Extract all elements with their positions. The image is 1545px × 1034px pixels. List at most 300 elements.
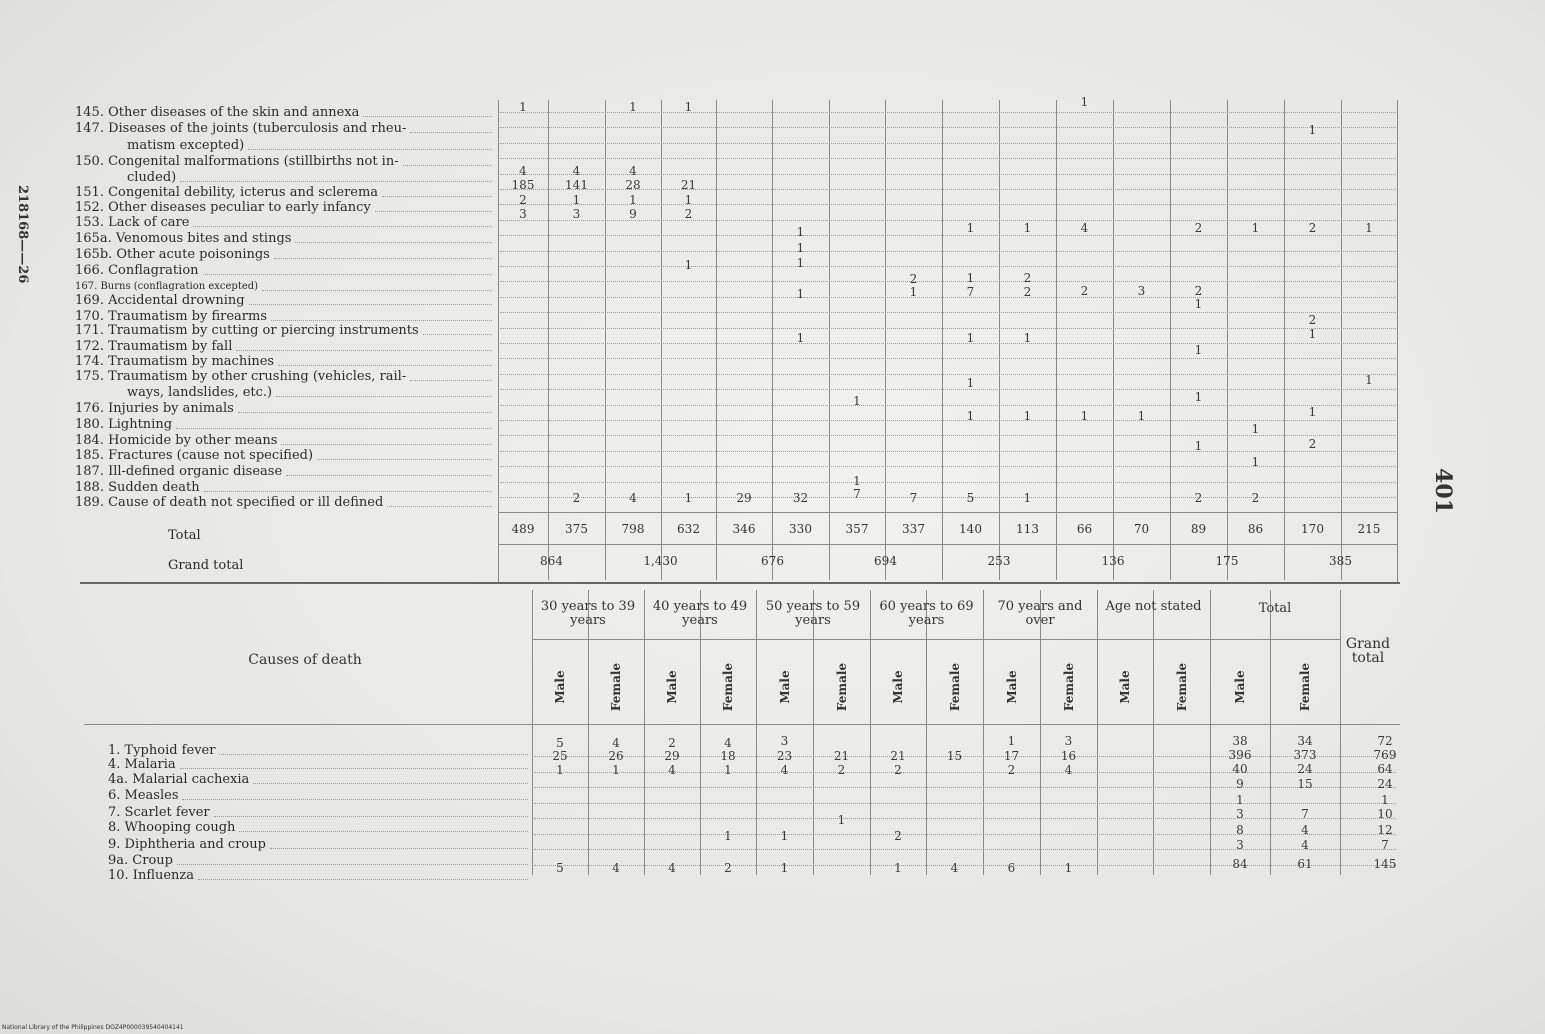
value-cell: 4 <box>1064 763 1073 777</box>
column-rule <box>885 100 886 580</box>
leader-dots <box>387 506 492 507</box>
value-cell: 1 <box>909 285 918 299</box>
value-cell: 1 <box>1137 409 1146 423</box>
female-header: Female <box>834 662 849 712</box>
leader-dots <box>182 799 528 800</box>
grand-total-value: 12 <box>1377 823 1393 837</box>
value-cell: 17 <box>1003 749 1020 763</box>
value-cell: 6 <box>1007 861 1016 875</box>
grand-total-cell: 864 <box>540 554 563 568</box>
leader-dots <box>180 181 492 182</box>
value-cell: 3 <box>780 734 789 748</box>
grand-total-cell: 676 <box>761 554 784 568</box>
value-cell: 84 <box>1232 857 1248 871</box>
value-cell: 2 <box>724 861 732 875</box>
row-label: 184. Homicide by other means <box>75 433 278 448</box>
value-cell: 1 <box>724 829 732 843</box>
value-cell: 1 <box>966 331 975 345</box>
male-header: Male <box>553 670 567 704</box>
dotted-guide <box>500 266 1396 267</box>
row-label: 188. Sudden death <box>75 480 200 495</box>
column-rule <box>532 590 533 875</box>
value-cell: 9 <box>1236 777 1244 791</box>
female-header: Female <box>1174 662 1189 712</box>
total-rule <box>498 512 1398 513</box>
value-cell: 21 <box>833 749 850 763</box>
value-cell: 1 <box>966 376 975 390</box>
grand-total-cell: 253 <box>987 554 1011 568</box>
value-cell: 1 <box>1236 793 1244 807</box>
dotted-guide <box>500 405 1396 406</box>
value-cell: 25 <box>552 749 568 763</box>
column-rule <box>756 590 757 875</box>
value-cell: 373 <box>1293 748 1317 762</box>
dotted-guide <box>500 435 1396 436</box>
male-header: Male <box>1118 670 1132 704</box>
grand-total-cell: 694 <box>874 554 897 568</box>
value-cell: 1 <box>1023 491 1032 505</box>
column-rule <box>1397 100 1398 582</box>
value-cell: 1 <box>724 763 732 777</box>
causes-header: Causes of death <box>248 652 362 668</box>
value-cell: 2 <box>1023 271 1032 285</box>
value-cell: 5 <box>556 861 564 875</box>
leader-dots <box>317 459 492 460</box>
female-header: Female <box>1061 662 1076 712</box>
value-cell: 2 <box>572 491 581 505</box>
total-cell: 140 <box>959 522 982 536</box>
value-cell: 1 <box>1023 331 1032 345</box>
leader-dots <box>180 768 528 769</box>
dotted-guide <box>500 143 1396 144</box>
value-cell: 2 <box>1251 491 1260 505</box>
total-cell: 357 <box>845 522 869 536</box>
female-header: Female <box>947 662 962 712</box>
value-cell: 396 <box>1228 748 1252 762</box>
age-group-header: 50 years to 59 years <box>765 599 861 628</box>
column-rule <box>1170 100 1171 580</box>
value-cell: 2 <box>1080 284 1089 298</box>
value-cell: 1 <box>1194 297 1203 311</box>
column-rule <box>813 590 814 875</box>
grand-total-cell: 175 <box>1215 554 1239 568</box>
group-rule <box>532 639 1340 640</box>
value-cell: 1 <box>1308 405 1317 419</box>
value-cell: 16 <box>1060 749 1077 763</box>
value-cell: 1 <box>837 813 846 827</box>
grand-total-header: Grand total <box>1345 636 1391 666</box>
value-cell: 4 <box>612 736 620 750</box>
value-cell: 1 <box>796 287 805 301</box>
total-cell: 798 <box>621 522 645 536</box>
total-cell: 330 <box>789 522 812 536</box>
value-cell: 1 <box>1251 422 1260 436</box>
value-cell: 23 <box>776 749 793 763</box>
value-cell: 1 <box>1194 390 1203 404</box>
male-header: Male <box>665 670 679 704</box>
value-cell: 2 <box>1194 284 1203 298</box>
value-cell: 1 <box>796 225 805 239</box>
age-group-header: Age not stated <box>1105 599 1202 614</box>
row-label: 171. Traumatism by cutting or piercing instruments <box>75 323 419 338</box>
value-cell: 1 <box>684 193 693 207</box>
value-cell: 38 <box>1232 734 1248 748</box>
total-cell: 632 <box>677 522 700 536</box>
column-rule <box>605 100 606 580</box>
value-cell: 1 <box>780 861 789 875</box>
grand-total-value: 10 <box>1377 807 1393 821</box>
value-cell: 24 <box>1297 762 1313 776</box>
value-cell: 2 <box>1308 437 1317 451</box>
value-cell: 28 <box>625 178 641 192</box>
value-cell: 1 <box>612 763 620 777</box>
value-cell: 1 <box>572 193 581 207</box>
column-rule <box>548 100 549 580</box>
dotted-guide <box>500 358 1396 359</box>
value-cell: 1 <box>1080 95 1089 109</box>
header-rule <box>84 724 1400 725</box>
male-header: Male <box>777 670 792 704</box>
row-label: 10. Influenza <box>108 868 195 883</box>
value-cell: 4 <box>519 164 527 178</box>
dotted-guide <box>534 834 1396 835</box>
value-cell: 9 <box>629 207 637 221</box>
value-cell: 2 <box>894 763 902 777</box>
leader-dots <box>236 350 492 351</box>
value-cell: 4 <box>668 861 676 875</box>
value-cell: 3 <box>1064 734 1073 748</box>
value-cell: 8 <box>1236 823 1244 837</box>
total-cell: 89 <box>1190 522 1207 536</box>
value-cell: 1 <box>1365 373 1373 387</box>
total-cell: 346 <box>732 522 756 536</box>
value-cell: 2 <box>1308 221 1317 235</box>
dotted-guide <box>500 328 1396 329</box>
row-label: 187. Ill-defined organic disease <box>75 464 283 479</box>
grand-total-value: 145 <box>1373 857 1397 871</box>
leader-dots <box>204 491 492 492</box>
column-rule <box>983 590 984 875</box>
row-label: 175. Traumatism by other crushing (vehicles, rail- <box>75 369 407 384</box>
column-rule <box>1040 590 1041 875</box>
value-cell: 2 <box>519 193 527 207</box>
side-code: 218168——26 <box>15 185 30 284</box>
row-label: 147. Diseases of the joints (tuberculosis and rheu- <box>75 121 407 136</box>
column-rule <box>1210 590 1211 875</box>
column-rule <box>942 100 943 580</box>
value-cell: 2 <box>684 207 693 221</box>
value-cell: 32 <box>792 491 809 505</box>
value-cell: 15 <box>1297 777 1313 791</box>
dotted-guide <box>500 482 1396 483</box>
value-cell: 26 <box>608 749 624 763</box>
column-rule <box>700 590 701 875</box>
column-rule <box>1097 590 1098 875</box>
page-number: 401 <box>1429 468 1456 514</box>
total-cell: 113 <box>1016 522 1039 536</box>
value-cell: 4 <box>1301 838 1309 852</box>
leader-dots <box>271 320 492 321</box>
value-cell: 1 <box>894 861 902 875</box>
leader-dots <box>270 848 528 849</box>
value-cell: 29 <box>664 749 680 763</box>
table-divider <box>80 582 1400 584</box>
value-cell: 1 <box>1080 409 1089 423</box>
value-cell: 4 <box>668 763 676 777</box>
value-cell: 2 <box>909 272 918 286</box>
row-label: 169. Accidental drowning <box>75 293 245 308</box>
leader-dots <box>177 864 528 865</box>
leader-dots <box>198 879 528 880</box>
dotted-guide <box>534 803 1396 804</box>
value-cell: 2 <box>1194 491 1203 505</box>
value-cell: 2 <box>1194 221 1203 235</box>
column-rule <box>1270 590 1271 875</box>
leader-dots <box>295 242 492 243</box>
value-cell: 1 <box>556 763 564 777</box>
total-cell: 489 <box>511 522 535 536</box>
grand-total-value: 64 <box>1377 762 1393 776</box>
dotted-guide <box>500 374 1396 375</box>
row-label: 166. Conflagration <box>75 263 199 278</box>
leader-dots <box>276 396 492 397</box>
grand-total-cell: 385 <box>1329 554 1352 568</box>
age-group-header: Total <box>1258 601 1292 616</box>
leader-dots <box>253 783 528 784</box>
dotted-guide <box>500 235 1396 236</box>
total-cell: 337 <box>902 522 925 536</box>
leader-dots <box>410 380 492 381</box>
value-cell: 1 <box>684 491 693 505</box>
value-cell: 1 <box>629 100 637 114</box>
grand-total-value: 1 <box>1381 793 1389 807</box>
value-cell: 7 <box>966 285 975 299</box>
column-rule <box>829 100 830 580</box>
value-cell: 61 <box>1297 857 1313 871</box>
row-label: 167. Burns (conflagration excepted) <box>75 281 259 292</box>
leader-dots <box>423 334 492 335</box>
value-cell: 4 <box>724 736 732 750</box>
dotted-guide <box>500 343 1396 344</box>
leader-dots <box>239 831 528 832</box>
value-cell: 1 <box>853 474 861 488</box>
row-label: 4. Malaria <box>108 757 176 772</box>
female-header: Female <box>721 662 735 712</box>
value-cell: 1 <box>1064 861 1073 875</box>
value-cell: 21 <box>680 178 697 192</box>
value-cell: 1 <box>684 258 693 272</box>
column-rule <box>772 100 773 580</box>
column-rule <box>644 590 645 875</box>
leader-dots <box>286 475 492 476</box>
row-label: 180. Lightning <box>75 417 173 432</box>
column-rule <box>870 590 871 875</box>
value-cell: 3 <box>1137 284 1146 298</box>
value-cell: 1 <box>1007 734 1016 748</box>
row-label: 176. Injuries by animals <box>75 401 234 416</box>
value-cell: 1 <box>853 394 861 408</box>
age-group-header: 60 years to 69 years <box>879 599 974 628</box>
value-cell: 4 <box>629 491 637 505</box>
grand-total-cell: 136 <box>1101 554 1125 568</box>
leader-dots <box>281 444 492 445</box>
value-cell: 2 <box>894 829 902 843</box>
value-cell: 1 <box>1194 439 1203 453</box>
grand-rule <box>498 544 1398 545</box>
value-cell: 1 <box>1194 343 1203 357</box>
female-header: Female <box>609 662 623 712</box>
column-rule <box>1284 100 1285 580</box>
leader-dots <box>278 365 492 366</box>
value-cell: 2 <box>1023 285 1032 299</box>
value-cell: 2 <box>668 736 676 750</box>
row-label: matism excepted) <box>127 138 245 153</box>
total-cell: 70 <box>1133 522 1150 536</box>
dotted-guide <box>500 297 1396 298</box>
leader-dots <box>382 196 492 197</box>
dotted-guide <box>534 787 1396 788</box>
row-label: 1. Typhoid fever <box>108 743 216 758</box>
grand-total-cell: 1,430 <box>643 554 678 568</box>
total-cell: 66 <box>1076 522 1093 536</box>
leader-dots <box>262 290 492 291</box>
column-rule <box>1153 590 1154 875</box>
value-cell: 4 <box>612 861 620 875</box>
leader-dots <box>363 116 492 117</box>
value-cell: 2 <box>837 763 846 777</box>
row-label: 6. Measles <box>108 788 179 803</box>
leader-dots <box>238 412 492 413</box>
row-label: cluded) <box>127 170 177 185</box>
column-rule <box>588 590 589 875</box>
grand-total-label: Grand total <box>168 558 244 573</box>
age-group-header: 40 years to 49 years <box>652 599 748 628</box>
value-cell: 4 <box>629 164 637 178</box>
value-cell: 7 <box>1301 807 1309 821</box>
age-group-header: 30 years to 39 years <box>540 599 636 628</box>
row-label: 9a. Croup <box>108 853 173 868</box>
value-cell: 1 <box>796 241 805 255</box>
column-rule <box>1056 100 1057 580</box>
row-label: 165a. Venomous bites and stings <box>75 231 292 246</box>
total-cell: 215 <box>1357 522 1381 536</box>
male-header: Male <box>1233 670 1247 704</box>
value-cell: 1 <box>1023 221 1032 235</box>
row-label: 152. Other diseases peculiar to early infancy <box>75 200 371 215</box>
value-cell: 3 <box>572 207 581 221</box>
column-rule <box>999 100 1000 580</box>
row-label: 4a. Malarial cachexia <box>108 772 250 787</box>
row-label: 151. Congenital debility, icterus and sclerema <box>75 185 379 200</box>
dotted-guide <box>500 127 1396 128</box>
grand-total-value: 769 <box>1373 748 1397 762</box>
column-rule <box>1227 100 1228 580</box>
dotted-guide <box>534 849 1396 850</box>
total-cell: 86 <box>1247 522 1264 536</box>
row-label: 165b. Other acute poisonings <box>75 247 270 262</box>
value-cell: 7 <box>909 491 918 505</box>
row-label: 145. Other diseases of the skin and annexa <box>75 105 360 120</box>
dotted-guide <box>500 420 1396 421</box>
dotted-guide <box>500 281 1396 282</box>
value-cell: 1 <box>1251 221 1260 235</box>
grand-total-value: 7 <box>1381 838 1389 852</box>
footer-credit: National Library of the Philippines DOZ4P000039540404141 <box>2 1024 184 1031</box>
value-cell: 1 <box>629 193 637 207</box>
leader-dots <box>410 132 492 133</box>
row-label: ways, landslides, etc.) <box>127 385 273 400</box>
column-rule <box>661 100 662 580</box>
value-cell: 1 <box>966 409 975 423</box>
column-rule <box>1341 100 1342 580</box>
row-label: 8. Whooping cough <box>108 820 236 835</box>
row-label: 9. Diphtheria and croup <box>108 837 266 852</box>
value-cell: 3 <box>519 207 527 221</box>
value-cell: 1 <box>684 100 693 114</box>
grand-total-value: 24 <box>1377 777 1393 791</box>
value-cell: 1 <box>796 256 805 270</box>
leader-dots <box>274 258 492 259</box>
dotted-guide <box>534 818 1396 819</box>
male-header: Male <box>891 670 905 704</box>
value-cell: 1 <box>796 331 805 345</box>
dotted-guide <box>500 451 1396 452</box>
value-cell: 2 <box>1007 763 1016 777</box>
value-cell: 18 <box>720 749 736 763</box>
value-cell: 185 <box>511 178 535 192</box>
total-cell: 170 <box>1301 522 1324 536</box>
leader-dots <box>248 149 492 150</box>
column-rule <box>1113 100 1114 580</box>
value-cell: 4 <box>572 164 581 178</box>
value-cell: 1 <box>1308 123 1317 137</box>
row-label: 153. Lack of care <box>75 215 190 230</box>
value-cell: 1 <box>780 829 789 843</box>
column-rule <box>1340 590 1341 875</box>
male-header: Male <box>1004 670 1019 704</box>
row-label: 150. Congenital malformations (stillbirths not in- <box>75 154 399 169</box>
leader-dots <box>219 754 528 755</box>
column-rule <box>716 100 717 580</box>
value-cell: 1 <box>1308 327 1317 341</box>
value-cell: 4 <box>1080 221 1089 235</box>
dotted-guide <box>500 312 1396 313</box>
leader-dots <box>176 428 492 429</box>
value-cell: 1 <box>1365 221 1373 235</box>
column-rule <box>498 100 499 582</box>
leader-dots <box>375 211 492 212</box>
age-group-header: 70 years and over <box>997 599 1083 628</box>
value-cell: 40 <box>1232 762 1248 776</box>
value-cell: 3 <box>1236 807 1244 821</box>
row-label: 189. Cause of death not specified or ill defined <box>75 495 384 510</box>
value-cell: 1 <box>966 271 975 285</box>
value-cell: 4 <box>780 763 789 777</box>
value-cell: 5 <box>556 736 564 750</box>
row-label: 172. Traumatism by fall <box>75 339 233 354</box>
value-cell: 15 <box>946 749 963 763</box>
row-label: 7. Scarlet fever <box>108 805 210 820</box>
dotted-guide <box>500 158 1396 159</box>
total-label: Total <box>168 528 201 543</box>
value-cell: 4 <box>950 861 959 875</box>
grand-total-value: 72 <box>1377 734 1393 748</box>
female-header: Female <box>1298 662 1312 712</box>
value-cell: 1 <box>1023 409 1032 423</box>
row-label: 185. Fractures (cause not specified) <box>75 448 314 463</box>
dotted-guide <box>500 251 1396 252</box>
leader-dots <box>249 304 492 305</box>
